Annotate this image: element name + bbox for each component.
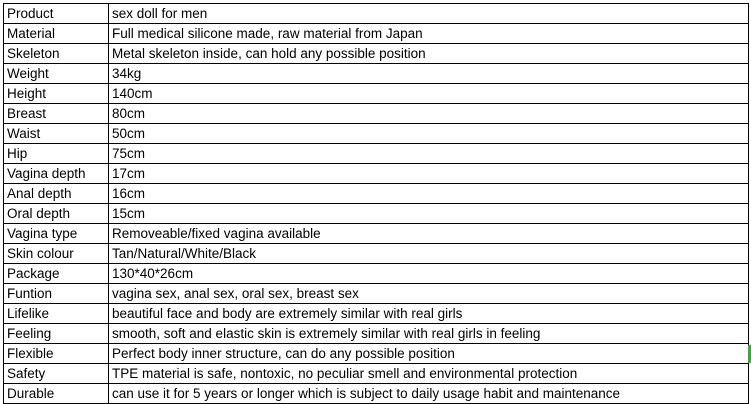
spec-value-cell: Full medical silicone made, raw material from Japan bbox=[109, 24, 749, 44]
spec-value-cell: smooth, soft and elastic skin is extremely similar with real girls in feeling bbox=[109, 324, 749, 344]
spec-value-cell: beautiful face and body are extremely similar with real girls bbox=[109, 304, 749, 324]
spec-value-cell: 80cm bbox=[109, 104, 749, 124]
spec-label-cell: Lifelike bbox=[4, 304, 109, 324]
spec-value-cell: Removeable/fixed vagina available bbox=[109, 224, 749, 244]
spec-value-cell: 75cm bbox=[109, 144, 749, 164]
table-row bbox=[4, 264, 749, 284]
table-row bbox=[4, 4, 749, 24]
spec-label-cell: Vagina type bbox=[4, 224, 109, 244]
spec-label-cell: Height bbox=[4, 84, 109, 104]
spec-label-cell: Skin colour bbox=[4, 244, 109, 264]
spec-label-cell: Funtion bbox=[4, 284, 109, 304]
spec-value-cell: Perfect body inner structure, can do any possible position bbox=[109, 344, 749, 364]
spec-value-cell: sex doll for men bbox=[109, 4, 749, 24]
table-row bbox=[4, 164, 749, 184]
spec-value-cell: 130*40*26cm bbox=[109, 264, 749, 284]
table-row bbox=[4, 184, 749, 204]
spec-value-cell: 50cm bbox=[109, 124, 749, 144]
table-row bbox=[4, 224, 749, 244]
spec-label-cell: Product bbox=[4, 4, 109, 24]
spec-label-cell: Anal depth bbox=[4, 184, 109, 204]
table-row bbox=[4, 64, 749, 84]
spec-value-cell: 140cm bbox=[109, 84, 749, 104]
spec-table-body bbox=[4, 4, 749, 404]
spec-label-cell: Feeling bbox=[4, 324, 109, 344]
table-row bbox=[4, 344, 749, 364]
spec-label-cell: Skeleton bbox=[4, 44, 109, 64]
table-row bbox=[4, 324, 749, 344]
table-row bbox=[4, 244, 749, 264]
table-row bbox=[4, 104, 749, 124]
spec-label-cell: Flexible bbox=[4, 344, 109, 364]
spec-label-cell: Durable bbox=[4, 384, 109, 404]
spec-value-cell: Metal skeleton inside, can hold any possible position bbox=[109, 44, 749, 64]
spec-label-cell: Hip bbox=[4, 144, 109, 164]
table-row bbox=[4, 284, 749, 304]
spec-label-cell: Breast bbox=[4, 104, 109, 124]
spec-label-cell: Weight bbox=[4, 64, 109, 84]
spec-label-cell: Waist bbox=[4, 124, 109, 144]
spec-label-cell: Vagina depth bbox=[4, 164, 109, 184]
spec-value-cell: 34kg bbox=[109, 64, 749, 84]
table-row bbox=[4, 84, 749, 104]
spec-value-cell: TPE material is safe, nontoxic, no peculiar smell and environmental protection bbox=[109, 364, 749, 384]
table-row bbox=[4, 204, 749, 224]
spec-value-cell: 16cm bbox=[109, 184, 749, 204]
spec-label-cell: Oral depth bbox=[4, 204, 109, 224]
spec-value-cell: 15cm bbox=[109, 204, 749, 224]
table-row bbox=[4, 124, 749, 144]
spec-label-cell: Package bbox=[4, 264, 109, 284]
table-row bbox=[4, 144, 749, 164]
table-row bbox=[4, 24, 749, 44]
table-row bbox=[4, 384, 749, 404]
table-row bbox=[4, 44, 749, 64]
table-row bbox=[4, 304, 749, 324]
spec-value-cell: Tan/Natural/White/Black bbox=[109, 244, 749, 264]
spec-label-cell: Material bbox=[4, 24, 109, 44]
spec-value-cell: 17cm bbox=[109, 164, 749, 184]
spec-value-cell: can use it for 5 years or longer which is subject to daily usage habit and maintenance bbox=[109, 384, 749, 404]
table-row bbox=[4, 364, 749, 384]
spec-table bbox=[3, 3, 749, 404]
spec-value-cell: vagina sex, anal sex, oral sex, breast sex bbox=[109, 284, 749, 304]
spec-label-cell: Safety bbox=[4, 364, 109, 384]
